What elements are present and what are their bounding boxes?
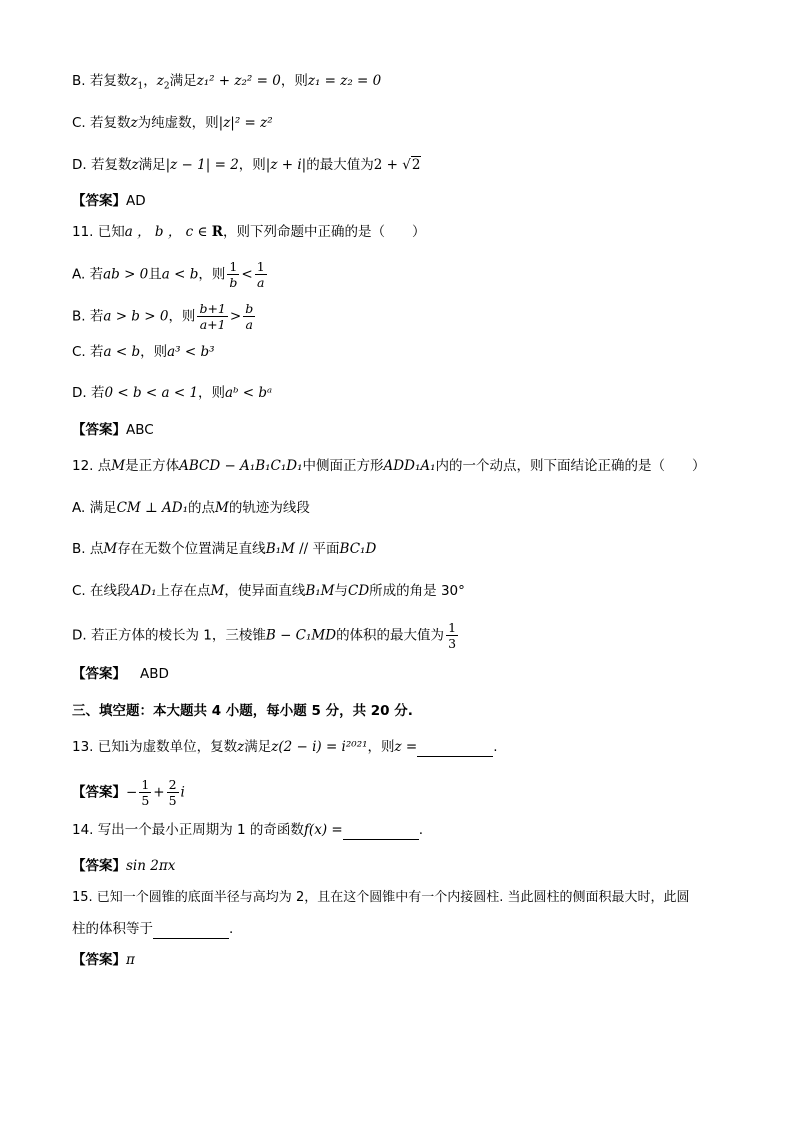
q11-option-c	[72, 342, 215, 362]
math-var: M	[210, 583, 225, 599]
option-text: 满足	[138, 157, 166, 173]
question-text: 14. 写出一个最小正周期为 1 的奇函数	[72, 822, 304, 838]
q15-answer	[72, 950, 135, 970]
math-var: M	[215, 500, 229, 516]
sqrt-symbol: √	[402, 157, 411, 173]
q11-option-d	[72, 383, 272, 403]
option-text: B. 点	[72, 541, 104, 557]
answer-value: ABD	[140, 666, 169, 682]
option-text: 上存在点	[156, 583, 211, 599]
math-var: M	[111, 458, 126, 474]
option-text: D. 若正方体的棱长为 1，三棱锥	[72, 627, 266, 644]
option-text: ，则	[280, 73, 308, 89]
q14-stem	[72, 820, 423, 840]
q11-option-a	[72, 259, 269, 290]
q13-answer	[72, 777, 185, 808]
math-expression: a < b	[103, 344, 141, 360]
q15-stem-line1: 15. 已知一个圆锥的底面半径与高均为 2，且在这个圆锥中有一个内接圆柱. 当此圆柱的侧面积最大时，此圆	[72, 890, 690, 905]
math-var: i	[180, 784, 185, 801]
answer-value: ABC	[126, 422, 154, 438]
math-var: M	[103, 541, 118, 557]
option-text: 的最大值为	[306, 157, 374, 173]
math-var: z	[237, 739, 245, 755]
question-text: 满足	[244, 739, 272, 755]
option-text: C. 若复数	[72, 115, 131, 131]
option-text: ，则	[198, 385, 226, 401]
denominator: 5	[141, 793, 150, 808]
option-text: ，则	[198, 266, 226, 283]
q12-option-d	[72, 620, 460, 651]
math-operator: //	[294, 541, 313, 557]
math-expression: B₁M	[305, 583, 335, 599]
q10-option-b	[72, 71, 381, 91]
fraction	[255, 259, 267, 290]
math-var: z	[130, 115, 138, 131]
q15-stem-line2	[72, 919, 233, 939]
math-expression: B₁M	[265, 541, 295, 557]
question-text: 柱的体积等于	[72, 921, 153, 937]
q10-answer	[72, 191, 146, 211]
math-expression: a ， b ， c ∈	[124, 224, 212, 240]
math-expression: a < b	[161, 266, 199, 283]
math-expression: aᵇ < bᵃ	[225, 385, 273, 401]
question-text: ，则	[367, 739, 395, 755]
denominator: a	[245, 317, 253, 332]
math-expression: a > b > 0	[103, 308, 169, 325]
fraction	[197, 301, 227, 332]
option-text: 的轨迹为线段	[228, 500, 310, 516]
question-text: 12. 点	[72, 458, 112, 474]
math-var: i	[124, 739, 130, 755]
question-text: 中侧面正方形	[302, 458, 384, 474]
math-operator: −	[126, 784, 138, 801]
math-set-R: R	[211, 224, 223, 240]
math-operator: +	[153, 784, 165, 801]
option-text: 平面	[312, 541, 340, 557]
fraction	[167, 777, 179, 808]
option-text: 的点	[188, 500, 216, 516]
math-expression: ADD₁A₁	[383, 458, 436, 474]
option-text: D. 若复数	[72, 157, 132, 173]
question-text: 11. 已知	[72, 224, 125, 240]
math-var: z	[130, 73, 138, 89]
section-heading: 三、填空题：本大题共 4 小题，每小题 5 分，共 20 分.	[72, 703, 413, 719]
answer-tag: 【答案】	[72, 784, 126, 801]
q10-option-c	[72, 113, 273, 133]
math-expression: 0 < b < a < 1	[104, 385, 199, 401]
q12-option-a	[72, 498, 310, 518]
answer-tag: 【答案】	[72, 666, 126, 682]
option-text: ，	[143, 73, 157, 89]
question-text: .	[418, 822, 423, 838]
numerator: b+1	[199, 301, 226, 316]
option-text: C. 若	[72, 344, 104, 360]
question-text: 内的一个动点，则下面结论正确的是（ ）	[435, 458, 706, 474]
option-text: ，则	[238, 157, 266, 173]
answer-tag: 【答案】	[72, 858, 126, 874]
q12-stem	[72, 456, 706, 476]
option-text: B. 若	[72, 308, 104, 325]
denominator: a+1	[199, 317, 226, 332]
answer-tag: 【答案】	[72, 193, 126, 209]
option-text: ，则	[168, 308, 196, 325]
math-expression: |z|² = z²	[218, 115, 273, 131]
question-text: 13. 已知	[72, 739, 125, 755]
question-text: ，则下列命题中正确的是（ ）	[223, 224, 426, 240]
denominator: b	[229, 275, 238, 290]
math-expression: z =	[394, 739, 418, 755]
math-expression: |z − 1| = 2	[165, 157, 239, 173]
question-text: .	[493, 739, 498, 755]
q12-option-c	[72, 581, 465, 601]
q13-stem	[72, 737, 498, 757]
answer-blank	[153, 924, 229, 939]
denominator: 3	[448, 636, 457, 651]
math-expression: z₁² + z₂² = 0	[196, 73, 281, 89]
numerator: 2	[168, 777, 177, 792]
math-expression: B − C₁MD	[265, 627, 337, 644]
fraction	[243, 301, 255, 332]
q11-option-b	[72, 301, 257, 332]
numerator: 1	[448, 620, 457, 635]
numerator: 1	[256, 259, 265, 274]
answer-value: AD	[126, 193, 146, 209]
option-text: C. 在线段	[72, 583, 131, 599]
answer-value: sin 2πx	[126, 858, 176, 874]
math-expression: |z + i|	[265, 157, 307, 173]
math-operator: <	[241, 266, 253, 283]
math-expression: ab > 0	[103, 266, 149, 283]
answer-blank	[343, 825, 419, 840]
math-expression: CD	[348, 583, 370, 599]
math-expression: z(2 − i) = i²⁰²¹	[271, 739, 368, 755]
option-text: B. 若复数	[72, 73, 131, 89]
math-expression: AD₁	[130, 583, 157, 599]
math-expression: f(x) =	[303, 822, 343, 838]
option-text: 且	[148, 266, 162, 283]
answer-tag: 【答案】	[72, 422, 126, 438]
math-expression: CM ⊥ AD₁	[116, 500, 189, 516]
answer-tag: 【答案】	[72, 952, 126, 968]
answer-value: π	[126, 952, 135, 968]
sqrt-radicand: 2	[411, 157, 421, 173]
question-text: .	[229, 921, 234, 937]
option-text: 所成的角是 30°	[369, 583, 465, 599]
question-text: 是正方体	[125, 458, 180, 474]
math-sub: 1	[137, 81, 144, 92]
fraction	[446, 620, 458, 651]
denominator: a	[256, 275, 265, 290]
option-text: D. 若	[72, 385, 105, 401]
math-expression: ABCD − A₁B₁C₁D₁	[179, 458, 303, 474]
math-expression: z₁ = z₂ = 0	[307, 73, 382, 89]
fraction	[139, 777, 151, 808]
option-text: 存在无数个位置满足直线	[117, 541, 266, 557]
math-sub: 2	[163, 81, 170, 92]
option-text: 与	[334, 583, 348, 599]
option-text: A. 满足	[72, 500, 117, 516]
option-text: ，使异面直线	[224, 583, 306, 599]
q10-option-d	[72, 155, 421, 175]
q12-option-b	[72, 539, 376, 559]
option-text: A. 若	[72, 266, 104, 283]
question-text: 为虚数单位，复数	[129, 739, 238, 755]
option-text: 的体积的最大值为	[336, 627, 445, 644]
denominator: 5	[168, 793, 177, 808]
q11-stem	[72, 222, 426, 242]
option-text: 为纯虚数，则	[137, 115, 219, 131]
numerator: b	[245, 301, 254, 316]
math-expression: a³ < b³	[167, 344, 215, 360]
math-var: z	[131, 157, 139, 173]
q12-answer	[72, 664, 169, 684]
math-expression: 2 +	[373, 157, 403, 173]
q11-answer	[72, 420, 154, 440]
numerator: 1	[141, 777, 150, 792]
math-expression: BC₁D	[339, 541, 377, 557]
math-var: z	[156, 73, 164, 89]
answer-blank	[417, 742, 493, 757]
numerator: 1	[227, 259, 239, 275]
option-text: ，则	[140, 344, 168, 360]
q14-answer	[72, 856, 175, 876]
option-text: 满足	[169, 73, 197, 89]
fraction	[227, 259, 239, 290]
math-operator: >	[229, 308, 242, 325]
